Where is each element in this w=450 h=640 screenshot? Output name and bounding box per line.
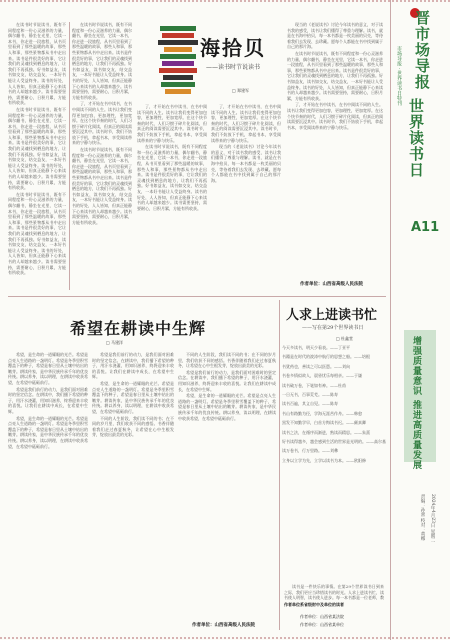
column-divider (69, 22, 70, 290)
bottom-stripe (0, 637, 450, 639)
article2-col-mid (92, 352, 174, 630)
masthead-banner-note: 市场导报 · 世界读书日特刊 (396, 46, 402, 106)
quote-item: 黑发不知勤学早，白首方悔读书迟。——颜真卿 (282, 420, 366, 426)
article2-body-right-cont2: 希望，是生命的一道耀眼的光芒。希望是点亮人生道路的一盏明灯。希望是冬季里积雪覆盖下的种子，希望是春日里从土壤中钻出的嫩芽。耕读传家，是中华民族传承千年的优良传统。耕以养身，读以明理，在耕读中收获希望，在希望中砥砺前行。 (178, 393, 276, 421)
article3-title: 人求上进读书忙 (286, 308, 378, 323)
article1-body-mid: 了，才开始在书中读书，在书中阅读不同的人生。读书让我们变得更加包容，更加理性，更加宽厚。在这个快节奏的时代，人们习惯于碎片化阅读，但真正的阅读需要沉浸其中。读书时节，我们不妨放下手机，拿起书本，享受阅读带来的宁静与快乐。 (137, 104, 207, 143)
article1-title: 海拾贝 (200, 36, 266, 60)
quote-item: 读书百遍，其义自见。——陈寿 (282, 401, 338, 407)
article2-title: 希望在耕读中生辉 (70, 319, 207, 338)
article3-author: □ 杜鑫堂 (336, 336, 354, 341)
quote-item: 读书之法，在循序而渐进，熟读而精思。——朱熹 (282, 429, 370, 435)
sidebar-divider (390, 0, 391, 640)
quote-list (282, 345, 386, 580)
article1-body-left-cont2: 在读书时节说读书，既有不同程度和一份心灵滋养的力量，偶尔翻书，静坐在光里，它读一本书，你走进一段旅程，从书页里看到了那些温暖的故事，那些人和事，那些景物都从书中走出来。读书是件很美好的事，它让我们的灵魂找到栖息的地方，让我们不再孤独。好书如益友，读书如交友，结交益友，一本好书能让人受益终身。读书的好处，人人皆知，但真正能静下心来读书的人却越来越少。读书需要坚持，需要耐心，日积月累，方能有所收获。 (8, 191, 66, 276)
article2-author: □ 马建洋 (106, 340, 124, 345)
article3-body (284, 584, 384, 600)
article1-body-right-cont2: 了，才开始在书中读书，在书中阅读不同的人生。读书让我们变得更加包容，更加理性，更加宽厚。在这个快节奏的时代，人们习惯于碎片化阅读，但真正的阅读需要沉浸其中。读书时节，我们不妨放下手机，拿起书本，享受阅读带来的宁静与快乐。 (287, 102, 383, 130)
quote-item: 书籍是在时代的波涛中航行的思想之船。——培根 (282, 354, 370, 360)
editor-line: 责编：孙蕾 校对：黄娜 (420, 494, 425, 541)
article1-col-left (8, 22, 66, 290)
masthead-logo: 晋市场导报 (413, 10, 431, 90)
article1-body-right: 现当的《老说读书》讨论今年读书的意义，对于读书我的感受，读书让我们懂得了尊重与理解。读书，就是在书海中拾贝，每一本书都是一枚美丽的贝壳，等待着我们去发现、去珍藏。愿每个人都能在书中找到属于自己的那片海。 (287, 22, 383, 50)
quote-item: 读万卷书，行万里路。——刘彝 (282, 448, 338, 454)
article1-body-mid-cont: 在读书时节说读书，既有不同程度和一份心灵滋养的力量，偶尔翻书，静坐在光里，它读一本书，你走进一段旅程，从书页里看到了那些温暖的故事，那些人和事，那些景物都从书中走出来。读书是件很美好的事，它让我们的灵魂找到栖息的地方，让我们不再孤独。好书如益友，读书如交友，结交益友，一本好书能让人受益终身。读书的好处，人人皆知，但真正能静下心来读书的人却越来越少。读书需要坚持，需要耐心，日积月累，方能有所收获。 (137, 144, 207, 211)
article2-body-left-cont2: 希望，是生命的一道耀眼的光芒。希望是点亮人生道路的一盏明灯。希望是冬季里积雪覆盖下的种子，希望是春日里从土壤中钻出的嫩芽。耕读传家，是中华民族传承千年的优良传统。耕以养身，读以明理，在耕读中收获希望，在希望中砥砺前行。 (8, 415, 88, 449)
quote-item: 书山有路勤为径，学海无涯苦作舟。——韩愈 (282, 410, 362, 416)
article1-body-right-cont: 在读书时节说读书，既有不同程度和一份心灵滋养的力量，偶尔翻书，静坐在光里，它读一本书，你走进一段旅程，从书页里看到了那些温暖的故事，那些人和事，那些景物都从书中走出来。读书是件很美好的事，它让我们的灵魂找到栖息的地方，让我们不再孤独。好书如益友，读书如交友，结交益友，一本好书能让人受益终身。读书的好处，人人皆知，但真正能静下心来读书的人却越来越少。读书需要坚持，需要耐心，日积月累，方能有所收获。 (287, 50, 383, 101)
article2-body-right-cont: 希望是我们前行的动力，是我们面对困难时的坚定信念。在耕读中，我们播下希望的种子，用汗水浇灌，用知识滋养，终将迎来丰收的喜悦。让我们在耕读中成长，在希望中生辉。 (178, 369, 276, 392)
article2-source: 作者单位：山西省高级人民法院 (192, 623, 255, 628)
article1-source: 作者单位：山西省高级人民法院 (300, 282, 363, 287)
article3-body-text: 读书是一件快乐的事情。在第29个世界读书日到来之际，我们更应当珍惜读书的时光。人求上进读书忙，读书使人明智，读书使人进步。每一本书都是一位老师，教 (284, 584, 384, 600)
quotes-credit: 作者单位系省级财中及单位的读者 (284, 602, 344, 607)
article1-body-left: 在读书时节说读书，既有不同程度和一份心灵滋养的力量，偶尔翻书，静坐在光里，它读一本书，你走进一段旅程，从书页里看到了那些温暖的故事，那些人和事，那些景物都从书中走出来。读书是件很美好的事，它让我们的灵魂找到栖息的地方，让我们不再孤独。好书如益友，读书如交友，结交益友，一本好书能让人受益终身。读书的好处，人人皆知，但真正能静下心来读书的人却越来越少。读书需要坚持，需要耐心，日积月累，方能有所收获。 (8, 22, 66, 106)
quote-item: 书卷多情似故人，晨昏忧乐每相亲。——于谦 (282, 373, 362, 379)
section-title: 世界读书日 (407, 98, 425, 178)
article1-body-left2-cont2: 在读书时节说读书，既有不同程度和一份心灵滋养的力量，偶尔翻书，静坐在光里，它读一本书，你走进一段旅程，从书页里看到了那些温暖的故事，那些人和事，那些景物都从书中走出来。读书是件很美好的事，它让我们的灵魂找到栖息的地方，让我们不再孤独。好书如益友，读书如交友，结交益友，一本好书能让人受益终身。读书的好处，人人皆知，但真正能静下心来读书的人却越来越少。读书需要坚持，需要耐心，日积月累，方能有所收获。 (72, 147, 132, 225)
article1-col-mid2 (211, 104, 281, 290)
quote-item: 读书破万卷，下笔如有神。——杜甫 (282, 382, 346, 388)
article2-body-left-cont: 希望是我们前行的动力，是我们面对困难时的坚定信念。在耕读中，我们播下希望的种子，用汗水浇灌，用知识滋养，终将迎来丰收的喜悦。让我们在耕读中成长，在希望中生辉。 (8, 386, 88, 414)
article1-col-right (287, 22, 383, 280)
article1-body-left-cont: 在读书时节说读书，既有不同程度和一份心灵滋养的力量，偶尔翻书，静坐在光里，它读一本书，你走进一段旅程，从书页里看到了那些温暖的故事，那些人和事，那些景物都从书中走出来。读书是件很美好的事，它让我们的灵魂找到栖息的地方，让我们不再孤独。好书如益友，读书如交友，结交益友，一本好书能让人受益终身。读书的好处，人人皆知，但真正能静下心来读书的人却越来越少。读书需要坚持，需要耐心，日积月累，方能有所收获。 (8, 106, 66, 191)
article1-body-left2: 在读书时节说读书，既有不同程度和一份心灵滋养的力量，偶尔翻书，静坐在光里，它读一本书，你走进一段旅程，从书页里看到了那些温暖的故事，那些人和事，那些景物都从书中走出来。读书是件很美好的事，它让我们的灵魂找到栖息的地方，让我们不再孤独。好书如益友，读书如交友，结交益友，一本好书能让人受益终身。读书的好处，人人皆知，但真正能静下心来读书的人却越来越少。读书需要坚持，需要耐心，日积月累，方能有所收获。 (72, 22, 132, 100)
article2-body-right: 不同的人生阶段，我们读不同的书；在不同的岁月里，我们收获不同的感悟。书香伴随着我们走过春夏秋冬，让希望在心中生根发芽，绽放出最美的光彩。 (178, 352, 276, 369)
article2-body-mid-cont: 希望，是生命的一道耀眼的光芒。希望是点亮人生道路的一盏明灯。希望是冬季里积雪覆盖下的种子，希望是春日里从土壤中钻出的嫩芽。耕读传家，是中华民族传承千年的优良传统。耕以养身，读以明理，在耕读中收获希望，在希望中砥砺前行。 (92, 380, 174, 414)
bookstack-title-glyph (156, 22, 200, 102)
article2-col-left (8, 352, 88, 630)
quote-item: 今天多读书，明天少看表。——丁亚平 (282, 345, 350, 350)
article1-author: □ 郑建军 (232, 88, 250, 93)
quote-item: 立身以立学为先，立学以读书为本。——欧阳修 (282, 457, 366, 463)
article2-col-right (178, 352, 276, 620)
date-line: 2024年4月23日 星期二 (430, 494, 435, 543)
quote-item: 好书读得越多，越会感到生活的世界是光明的。——高尔基 (282, 439, 386, 445)
page-label: A11 (411, 220, 440, 235)
article2-body-mid-cont2: 不同的人生阶段，我们读不同的书；在不同的岁月里，我们收获不同的感悟。书香伴随着我们走过春夏秋冬，让希望在心中生根发芽，绽放出最美的光彩。 (92, 415, 174, 438)
article1-col-left2 (72, 22, 132, 290)
article2-body-mid: 希望是我们前行的动力，是我们面对困难时的坚定信念。在耕读中，我们播下希望的种子，用汗水浇灌，用知识滋养，终将迎来丰收的喜悦。让我们在耕读中成长，在希望中生辉。 (92, 352, 174, 380)
article1-subtitle: ——读书时节说读书 (206, 64, 261, 71)
article1-body-mid2: 了，才开始在书中读书，在书中阅读不同的人生。读书让我们变得更加包容，更加理性，更加宽厚。在这个快节奏的时代，人们习惯于碎片化阅读，但真正的阅读需要沉浸其中。读书时节，我们不妨放下手机，拿起书本，享受阅读带来的宁静与快乐。 (211, 104, 281, 143)
top-stripe (0, 0, 450, 2)
article3-subtitle: ——写在第29个世界读书日 (302, 325, 364, 331)
article2-body-left: 希望，是生命的一道耀眼的光芒。希望是点亮人生道路的一盏明灯。希望是冬季里积雪覆盖下的种子，希望是春日里从土壤中钻出的嫩芽。耕读传家，是中华民族传承千年的优良传统。耕以养身，读以明理，在耕读中收获希望，在希望中砥砺前行。 (8, 352, 88, 385)
article1-body-mid2-cont: 现当的《老说读书》讨论今年读书的意义，对于读书我的感受，读书让我们懂得了尊重与理解。读书，就是在书海中拾贝，每一本书都是一枚美丽的贝壳，等待着我们去发现、去珍藏。愿每个人都能在书中找到属于自己的那片海。 (211, 144, 281, 183)
vertical-divider (279, 300, 280, 630)
quotes-source: 作者单位：山西省某单位 (300, 622, 344, 627)
article1-body-left2-cont: 了，才开始在书中读书，在书中阅读不同的人生。读书让我们变得更加包容，更加理性，更加宽厚。在这个快节奏的时代，人们习惯于碎片化阅读，但真正的阅读需要沉浸其中。读书时节，我们不妨放下手机，拿起书本，享受阅读带来的宁静与快乐。 (72, 101, 132, 146)
quote-item: 书犹药也，善读之可以医愚。——刘向 (282, 363, 350, 369)
article1-col-mid (137, 104, 207, 290)
slogan-text: 增强质量意识 推进高质量发展 (411, 336, 421, 471)
horizontal-rule (8, 296, 386, 297)
article3-source: 作者单位：山西省某法院 (300, 614, 344, 619)
quote-item: 一日无书，百事荒芜。——陈寿 (282, 392, 338, 398)
